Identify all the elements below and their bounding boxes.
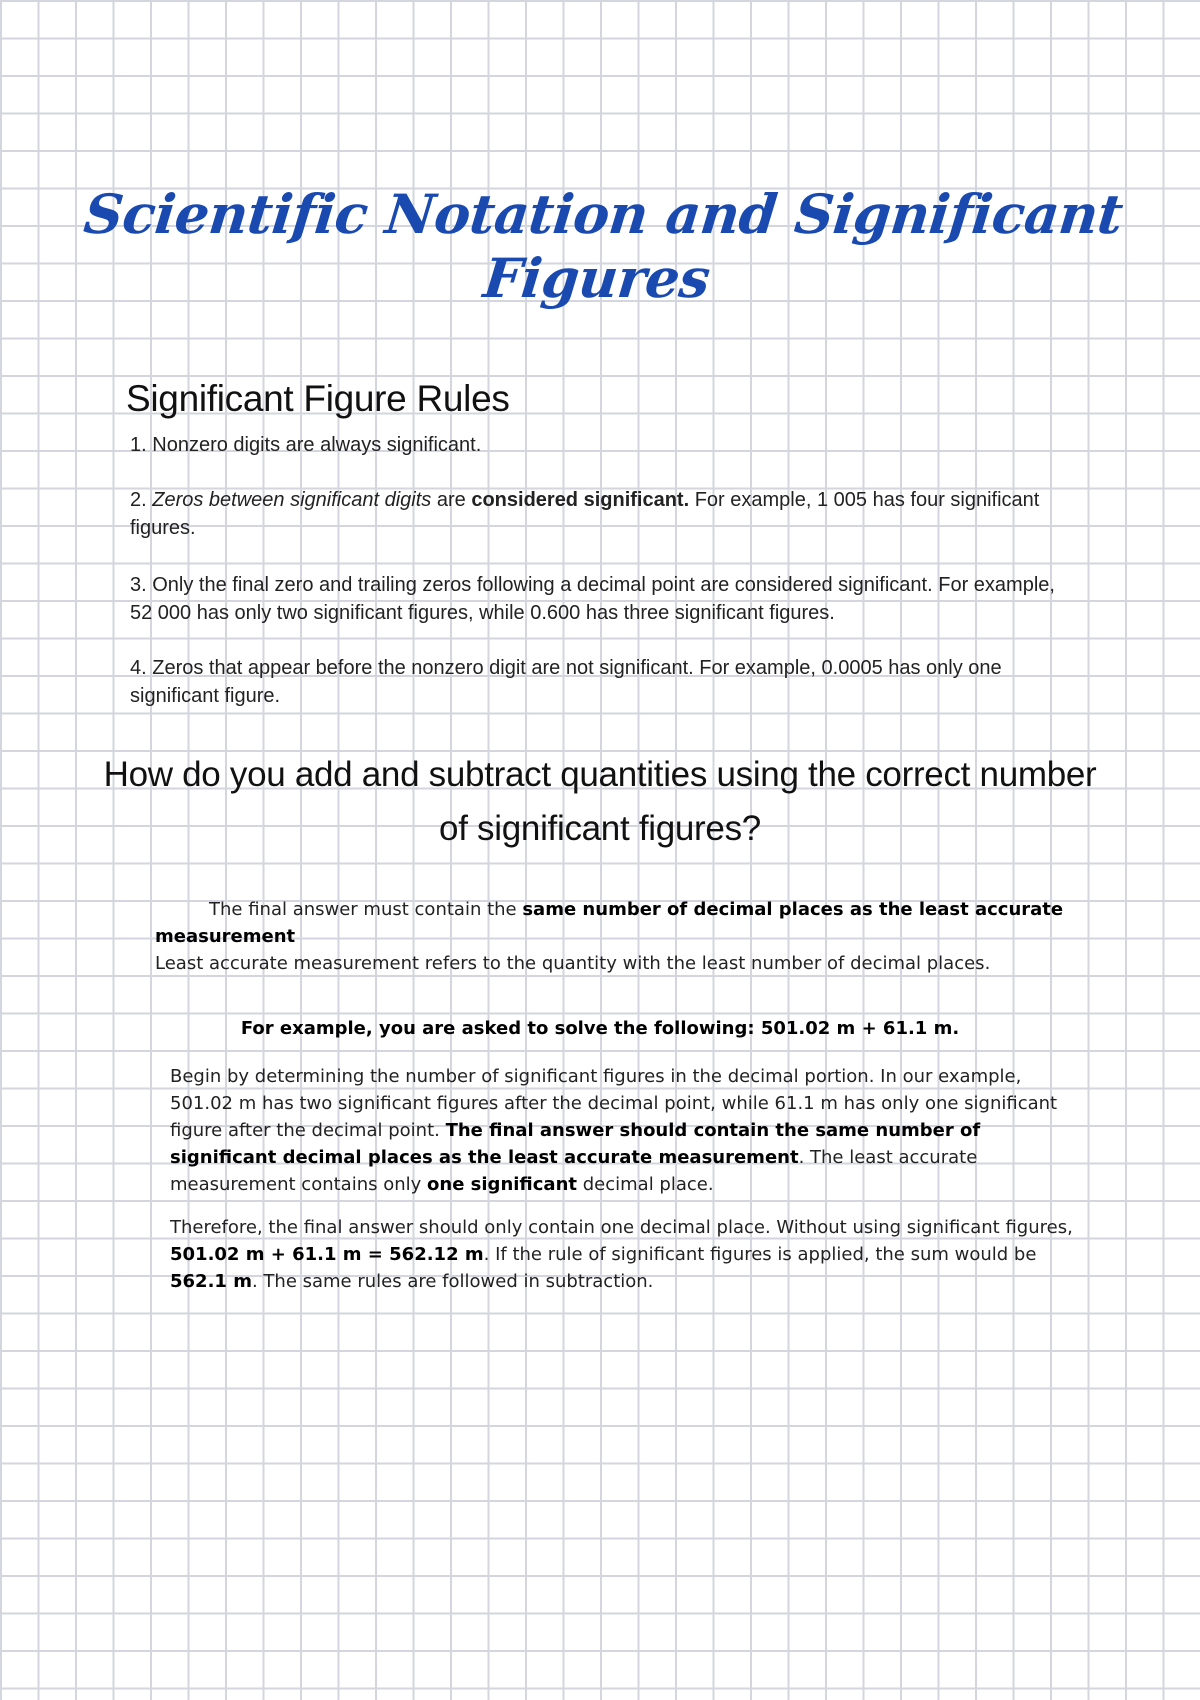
- intro-paragraph: [155, 896, 1115, 977]
- page-title: Scientific Notation and Significant Figures: [81, 182, 1126, 310]
- rule-number: 3.: [130, 574, 147, 596]
- rule-2: [130, 486, 1060, 542]
- example-line: For example, you are asked to solve the following: 501.02 m + 61.1 m.: [240, 1018, 960, 1039]
- rule-number: 4.: [130, 657, 147, 679]
- para-text: . The least accurate measurement contains only: [170, 1147, 978, 1195]
- rule-italic-text: Zeros between significant digits: [152, 489, 432, 511]
- rule-number: 1.: [130, 434, 147, 456]
- rule-text: Only the final zero and trailing zeros following a decimal point are considered significant. For example, 52 000 has only two significant figures, while 0.600 has three significant figures.: [130, 574, 1055, 624]
- rule-3: [130, 571, 1060, 627]
- rule-text: Zeros that appear before the nonzero digit are not significant. For example, 0.0005 has only one significant figure.: [130, 657, 1002, 707]
- rule-text: Nonzero digits are always significant.: [152, 434, 482, 456]
- para-text: . If the rule of significant figures is applied, the sum would be: [483, 1244, 1037, 1265]
- rule-text: are: [431, 489, 472, 511]
- para-bold-text: one significant: [427, 1174, 578, 1195]
- explanation-paragraph-2: [170, 1214, 1090, 1295]
- para-bold-text: The final answer should contain the same number of significant decimal places as the least accurate measurement: [170, 1120, 981, 1168]
- intro-bold-text: same number of decimal places as the least accurate measurement: [155, 899, 1064, 947]
- rule-1: [130, 431, 1060, 459]
- para-text: Begin by determining the number of significant figures in the decimal portion. In our example, 501.02 m has two significant figures after the decimal point, while 61.1 m has only one significant figure after the decimal point.: [170, 1066, 1058, 1141]
- rule-text: For example, 1 005 has four significant figures.: [130, 489, 1040, 539]
- section-question-heading: How do you add and subtract quantities using the correct number of significant figures?: [103, 755, 1097, 848]
- para-text: decimal place.: [577, 1174, 714, 1195]
- para-bold-text: 501.02 m + 61.1 m = 562.12 m: [170, 1244, 484, 1265]
- para-bold-text: 562.1 m: [170, 1271, 252, 1292]
- rule-number: 2.: [130, 489, 147, 511]
- intro-text: Least accurate measurement refers to the quantity with the least number of decimal places.: [155, 953, 991, 974]
- rule-4: [130, 654, 1060, 710]
- rules-heading: Significant Figure Rules: [126, 378, 510, 419]
- intro-text: The final answer must contain the: [209, 899, 523, 920]
- para-text: Therefore, the final answer should only contain one decimal place. Without using significant figures,: [170, 1217, 1073, 1238]
- rule-bold-text: considered significant.: [471, 489, 690, 511]
- explanation-paragraph-1: [170, 1063, 1070, 1198]
- para-text: . The same rules are followed in subtraction.: [251, 1271, 654, 1292]
